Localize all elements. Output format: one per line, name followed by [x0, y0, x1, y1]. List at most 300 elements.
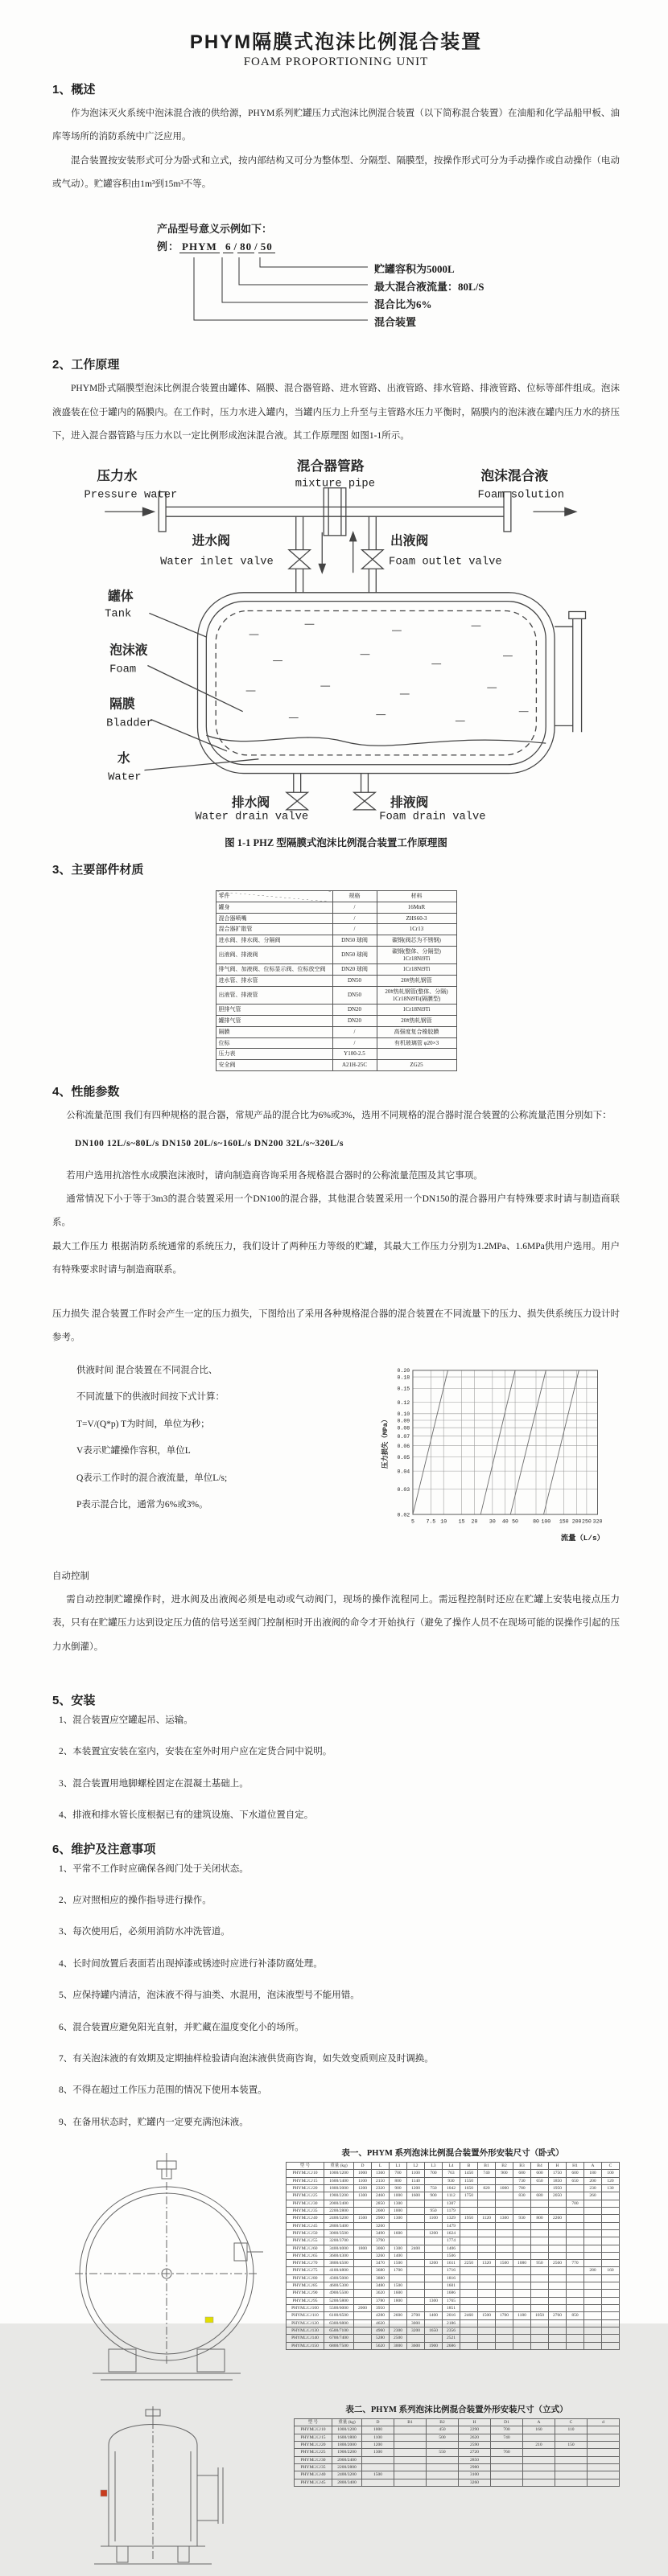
table-cell: 2590 [459, 2442, 491, 2449]
table-cell: 1601 [443, 2282, 460, 2290]
table-cell: 1500 [478, 2312, 496, 2319]
table-cell [496, 2282, 513, 2290]
table-cell [602, 2222, 620, 2229]
column-header: A [523, 2419, 555, 2426]
table-cell [513, 2207, 531, 2214]
table-cell [567, 2335, 584, 2342]
table-row [216, 1016, 456, 1027]
table-cell: 3000 [390, 2342, 407, 2349]
table-cell: 1200 [407, 2185, 425, 2192]
table-cell: 2400/3200 [332, 2471, 362, 2479]
table-row [216, 946, 456, 964]
table-cell: 6500/7100 [324, 2327, 354, 2334]
column-header: 重量 (kg) [332, 2419, 362, 2426]
table-cell: 750 [425, 2185, 443, 2192]
table-cell: 1800 [390, 2297, 407, 2304]
table-cell: 2400/3200 [324, 2215, 354, 2222]
label-bladder-en: Bladder [105, 717, 153, 730]
table-cell [584, 2200, 602, 2207]
column-header: B4 [531, 2163, 549, 2170]
model-example-prefix: 例： [157, 240, 180, 253]
maintenance-list [52, 1862, 620, 2130]
table-cell [407, 2282, 425, 2290]
table-cell [584, 2222, 602, 2229]
table-cell: DN50 球阀 [332, 935, 377, 947]
red-highlight-mark [101, 2490, 107, 2496]
table-cell [394, 2479, 427, 2486]
table-cell: 1200 [425, 2229, 443, 2237]
section-1-paragraph-1: 作为泡沫灭火系统中泡沫混合液的供给源，PHYM系列贮罐压力式泡沫比例混合装置（以下简称混合装置）在油船和化学品船甲板、油库等场所的消防系统中广泛应用。 [52, 109, 620, 142]
table-cell: 3800/4500 [324, 2260, 354, 2267]
table-cell: 280 [584, 2267, 602, 2274]
table-cell: 进水阀、排水阀、分隔阀 [216, 935, 332, 947]
table-cell: 1550 [460, 2177, 478, 2184]
table-cell: 120 [602, 2177, 620, 2184]
svg-text:20: 20 [471, 1518, 478, 1525]
label-water-en: Water [107, 771, 141, 784]
table-cell: 4300/5000 [324, 2274, 354, 2282]
table-cell: 600 [531, 2170, 549, 2177]
table-cell: 2850 [372, 2200, 390, 2207]
table-cell: 800 [531, 2215, 549, 2222]
table-cell: 1800/2000 [324, 2185, 354, 2192]
table-cell: 1300 [390, 2245, 407, 2252]
svg-text:0.20: 0.20 [397, 1367, 410, 1374]
table-cell [354, 2327, 372, 2334]
column-header: H1 [567, 2163, 584, 2170]
table-cell: 碳钢(阀芯为不锈钢) [377, 935, 456, 947]
table-cell: 3790 [372, 2237, 390, 2245]
table-cell [496, 2192, 513, 2200]
table-cell [496, 2290, 513, 2297]
table-row [295, 2449, 620, 2456]
table-cell [460, 2207, 478, 2214]
table-cell [549, 2274, 567, 2282]
table-cell [425, 2319, 443, 2327]
table-cell [427, 2463, 459, 2471]
table-cell [407, 2229, 425, 2237]
table-cell: 770 [567, 2260, 584, 2267]
table-cell: 200 [584, 2177, 602, 2184]
table-cell: 1850 [549, 2177, 567, 2184]
model-code-flow: 80 [237, 240, 254, 253]
table-cell: 2320 [372, 2185, 390, 2192]
table-cell [549, 2229, 567, 2237]
table-cell: 1400 [390, 2252, 407, 2259]
table-cell [390, 2222, 407, 2229]
label-water-cn: 水 [117, 751, 130, 766]
table-cell: 2250 [460, 2260, 478, 2267]
table-cell [523, 2456, 555, 2463]
table-cell: 3490 [372, 2229, 390, 2237]
column-header: L [372, 2163, 390, 2170]
table-cell: 1500 [496, 2260, 513, 2267]
table-cell: 碳钢(整体、分隔型) 1Cr18Ni9Ti [377, 946, 456, 964]
section-1-paragraph-2: 混合装置按安装形式可分为卧式和立式，按内部结构又可分为整体型、分隔型、隔膜型，按操作形式可分为手动操作或自动操作（电动或气动）。贮罐容积由1m³到15m³不等。 [52, 155, 620, 189]
flow-range-line: DN100 12L/s~80L/s DN150 20L/s~160L/s DN200 32L/s~320L/s [75, 1139, 344, 1149]
column-header: L3 [425, 2163, 443, 2170]
table-cell: 780 [513, 2185, 531, 2192]
table-cell [584, 2312, 602, 2319]
table-cell [602, 2290, 620, 2297]
nominal-flow-paragraph: 公称流量范围 我们有四种规格的混合器，常规产品的混合比为6%或3%，选用不同规格的混合器时混合装置的公称流量范围分别如下： [66, 1110, 612, 1120]
column-header: 型 号 [295, 2419, 332, 2426]
table-cell [407, 2267, 425, 2274]
table-cell [513, 2342, 531, 2349]
table-row [216, 913, 456, 924]
svg-text:0.12: 0.12 [397, 1399, 410, 1406]
svg-text:15: 15 [458, 1518, 465, 1525]
table-row [295, 2426, 620, 2434]
table-cell: 排气阀、加液阀、位标显示阀、位标放空阀 [216, 964, 332, 976]
table-cell [394, 2434, 427, 2441]
table-cell [549, 2319, 567, 2327]
svg-text:0.15: 0.15 [397, 1386, 410, 1392]
loss-curve-line-2 [480, 1370, 515, 1514]
label-foam-cn: 泡沫液 [109, 643, 147, 658]
table-cell: 3470 [372, 2260, 390, 2267]
table-cell: 1700 [390, 2267, 407, 2274]
table-cell [496, 2305, 513, 2312]
table-cell [513, 2282, 531, 2290]
table-cell: PHYM□/□/130 [287, 2327, 324, 2334]
table-cell [588, 2426, 620, 2434]
vertical-tank-drawing [52, 2403, 294, 2576]
table-cell: 3620 [372, 2290, 390, 2297]
column-header: L4 [443, 2163, 460, 2170]
loss-curve-line-1 [413, 1370, 448, 1514]
svg-text:0.18: 0.18 [397, 1374, 410, 1381]
column-header: H [549, 2163, 567, 2170]
label-water-inlet-valve-en: Water inlet valve [159, 556, 274, 569]
table-row [287, 2297, 620, 2304]
table-cell: 1624 [443, 2229, 460, 2237]
table-cell [549, 2252, 567, 2259]
table-cell: PHYM□/□/110 [287, 2312, 324, 2319]
table-cell: 1000/1200 [332, 2426, 362, 2434]
table-cell [354, 2335, 372, 2342]
table-cell [523, 2471, 555, 2479]
table-cell: A21H-25C [332, 1060, 377, 1071]
table-cell: 2600 [372, 2207, 390, 2214]
table-cell: 1400 [425, 2312, 443, 2319]
table-1-caption: 表一、PHYM 系列泡沫比例混合装置外形安装尺寸（卧式） [341, 2149, 564, 2159]
table-cell [555, 2456, 588, 2463]
table-cell [567, 2185, 584, 2192]
model-code-ratio: 6 [223, 240, 234, 253]
table-cell [584, 2335, 602, 2342]
table-cell [602, 2274, 620, 2282]
table-cell: 1300 [390, 2215, 407, 2222]
table-cell: 2200/2800 [332, 2463, 362, 2471]
table-cell: 740 [491, 2434, 523, 2441]
table-cell: 3680 [372, 2267, 390, 2274]
table-cell: 3060 [372, 2245, 390, 2252]
table-cell [478, 2200, 496, 2207]
table-cell: PHYM□/□/90 [287, 2290, 324, 2297]
table-cell [602, 2192, 620, 2200]
table-cell [602, 2312, 620, 2319]
table-cell [478, 2222, 496, 2229]
svg-text:200: 200 [571, 1518, 582, 1525]
table-cell [567, 2215, 584, 2222]
table-row [287, 2305, 620, 2312]
table-cell [425, 2177, 443, 2184]
table-cell [567, 2327, 584, 2334]
svg-text:100: 100 [541, 1518, 551, 1525]
table-cell [523, 2434, 555, 2441]
table-cell: 850 [567, 2312, 584, 2319]
table-cell [588, 2479, 620, 2486]
table-cell [602, 2335, 620, 2342]
table-cell [584, 2305, 602, 2312]
table-cell [496, 2335, 513, 2342]
table-cell: PHYM□/□/20 [295, 2442, 332, 2449]
table-cell: / [332, 913, 377, 924]
table-cell [513, 2319, 531, 2327]
table-cell [460, 2237, 478, 2245]
table-cell [513, 2200, 531, 2207]
column-header: H [459, 2419, 491, 2426]
table-cell: 900 [425, 2192, 443, 2200]
list-item: 2、应对照相应的操作指导进行操作。 [59, 1895, 212, 1905]
table-cell: 1500 [362, 2471, 394, 2479]
table-cell: 6800/7500 [324, 2342, 354, 2349]
list-item: 4、排液和排水管长度根据已有的建筑设施、下水道位置自定。 [59, 1810, 314, 1821]
table-cell: DN50 [332, 976, 377, 987]
table-row [216, 924, 456, 935]
column-header: D1 [491, 2419, 523, 2426]
working-principle-schematic [59, 456, 614, 824]
callout-leader-lines [52, 217, 620, 344]
table-cell [584, 2327, 602, 2334]
table-cell [584, 2290, 602, 2297]
table-cell [549, 2237, 567, 2245]
table-cell: 180 [584, 2170, 602, 2177]
table-cell [602, 2200, 620, 2207]
table-cell: 2760 [549, 2312, 567, 2319]
table-cell: PHYM□/□/100 [287, 2305, 324, 2312]
table-cell [407, 2290, 425, 2297]
pressure-loss-chart [378, 1363, 604, 1555]
table-cell: 3400/4000 [324, 2245, 354, 2252]
table-cell: PHYM□/□/40 [295, 2471, 332, 2479]
table-cell: 隔膜 [216, 1026, 332, 1037]
table-cell: PHYM□/□/30 [295, 2456, 332, 2463]
table-cell: 2700 [407, 2312, 425, 2319]
table-cell [354, 2252, 372, 2259]
table-cell [354, 2260, 372, 2267]
table-cell [478, 2274, 496, 2282]
table-cell: PHYM□/□/35 [295, 2463, 332, 2471]
table-cell [478, 2305, 496, 2312]
table-cell: 4960 [372, 2327, 390, 2334]
table-cell: 1112 [443, 2192, 460, 2200]
svg-text:320: 320 [592, 1518, 603, 1525]
table-cell: 1650 [425, 2327, 443, 2334]
vertical-dimensions-table [294, 2418, 620, 2487]
table-cell [496, 2327, 513, 2334]
table-cell [531, 2282, 549, 2290]
table-cell: 2150 [372, 2177, 390, 2184]
table-cell: 1600/1800 [332, 2434, 362, 2441]
table-row [287, 2192, 620, 2200]
table-cell [555, 2434, 588, 2441]
table-cell: PHYM□/□/25 [287, 2192, 324, 2200]
column-header: B2 [496, 2163, 513, 2170]
table-cell: 1120 [478, 2215, 496, 2222]
table-cell [496, 2237, 513, 2245]
table-cell [496, 2252, 513, 2259]
table-cell [354, 2319, 372, 2327]
table-cell: 1200 [362, 2442, 394, 2449]
table-cell [531, 2237, 549, 2245]
table-cell: / [332, 1037, 377, 1049]
table-cell [549, 2207, 567, 2214]
table-cell: 1100 [425, 2215, 443, 2222]
table-cell: 3000/3500 [324, 2229, 354, 2237]
svg-text:250: 250 [582, 1518, 592, 1525]
table-cell [478, 2267, 496, 2274]
table-cell [425, 2274, 443, 2282]
section-2-heading: 2、工作原理 [52, 358, 120, 372]
table-cell [588, 2456, 620, 2463]
table-row [216, 902, 456, 913]
table-cell: 出液阀、排液阀 [216, 946, 332, 964]
table-cell [513, 2290, 531, 2297]
table-cell: 1179 [443, 2207, 460, 2214]
materials-table [216, 890, 457, 1071]
list-item: V表示贮罐操作容积，单位L [76, 1446, 191, 1456]
horizontal-tank-drawing [52, 2147, 286, 2392]
table-cell [407, 2252, 425, 2259]
table-cell [425, 2200, 443, 2207]
table-cell: 600 [567, 2170, 584, 2177]
table-cell [602, 2342, 620, 2349]
table-cell [531, 2274, 549, 2282]
table-cell: 1686 [443, 2290, 460, 2297]
table-row [287, 2342, 620, 2349]
table-cell: 出液管、排液管 [216, 986, 332, 1005]
table-cell: 1329 [443, 2215, 460, 2222]
svg-text:30: 30 [489, 1518, 496, 1525]
table-cell: 4620 [372, 2319, 390, 2327]
list-item: 6、混合装置应避免阳光直射，并贮藏在温度变化小的场所。 [59, 2022, 304, 2032]
table-cell: 3950 [372, 2305, 390, 2312]
table-cell: PHYM□/□/65 [287, 2252, 324, 2259]
table-cell [602, 2305, 620, 2312]
table-cell [460, 2305, 478, 2312]
table-cell [354, 2200, 372, 2207]
table-cell [362, 2479, 394, 2486]
table-cell: 1300 [354, 2192, 372, 2200]
table-cell [460, 2282, 478, 2290]
table-2-caption: 表二、PHYM 系列泡沫比例混合装置外形安装尺寸（立式） [345, 2405, 568, 2415]
table-cell [425, 2290, 443, 2297]
table-cell [478, 2290, 496, 2297]
label-foam-outlet-valve-en: Foam outlet valve [388, 556, 502, 569]
table-cell [425, 2222, 443, 2229]
table-cell [549, 2290, 567, 2297]
table-row [216, 935, 456, 947]
table-cell [584, 2229, 602, 2237]
table-cell: 1Cr18Ni9Ti [377, 1005, 456, 1016]
column-header: A [584, 2163, 602, 2170]
table-cell [491, 2479, 523, 2486]
table-cell [567, 2207, 584, 2214]
section-6-heading: 6、维护及注意事项 [52, 1842, 156, 1856]
table-row [287, 2237, 620, 2245]
table-cell: 1180 [513, 2312, 531, 2319]
table-cell: PHYM□/□/55 [287, 2237, 324, 2245]
table-cell: 1Cr13 [377, 924, 456, 935]
column-header: 零件 [216, 891, 332, 902]
section-2-paragraph: PHYM卧式隔膜型泡沫比例混合装置由罐体、隔膜、混合器管路、进水管路、出液管路、排水管路、排液管路、位标等部件组成。泡沫液盛装在位于罐内的隔膜内。在工作时，压力水进入罐内，当罐内压力上升至与主管路水压力平衡时，隔膜内的泡沫液在罐内压力水的挤压下，进入混合器管路与压力水以一定比例形成泡沫混合液。其工作原理图 如图1-1所示。 [52, 384, 620, 441]
table-cell: 16MnR [377, 902, 456, 913]
table-cell [531, 2327, 549, 2334]
table-cell: 1500 [390, 2282, 407, 2290]
table-cell: 2800/3400 [324, 2222, 354, 2229]
table-cell: 2400 [407, 2245, 425, 2252]
list-item: 1、混合装置应空罐起吊、运输。 [59, 1715, 193, 1725]
table-cell [460, 2222, 478, 2229]
label-foam-solution-en: Foam solution [476, 489, 564, 502]
table-cell [407, 2297, 425, 2304]
svg-text:40: 40 [501, 1518, 509, 1525]
table-cell: 1200 [354, 2185, 372, 2192]
table-cell: PHYM□/□/45 [287, 2222, 324, 2229]
table-row [287, 2312, 620, 2319]
table-cell [531, 2229, 549, 2237]
table-cell: 2356 [443, 2327, 460, 2334]
table-row [287, 2252, 620, 2259]
table-cell [531, 2222, 549, 2229]
table-cell [584, 2274, 602, 2282]
table-cell: 进水管、排水管 [216, 976, 332, 987]
table-cell: 1700 [496, 2312, 513, 2319]
table-cell [523, 2463, 555, 2471]
table-row [216, 976, 456, 987]
table-cell: 763 [443, 2170, 460, 2177]
table-cell: PHYM□/□/85 [287, 2282, 324, 2290]
table-cell: / [332, 902, 377, 913]
table-cell [427, 2456, 459, 2463]
table-cell: PHYM□/□/30 [287, 2200, 324, 2207]
table-cell [513, 2274, 531, 2282]
table-cell [513, 2222, 531, 2229]
afff-note-paragraph: 若用户选用抗溶性水成膜泡沫液时，请向制造商咨询采用各规格混合器时的公称流量范围及其它事项。 [66, 1170, 483, 1181]
list-item: 1、平常不工作时应确保各阀门处于关闭状态。 [59, 1863, 249, 1874]
table-row [287, 2170, 620, 2177]
table-cell [407, 2260, 425, 2267]
table-cell: 2290 [459, 2426, 491, 2434]
column-header: 规格 [332, 891, 377, 902]
table-cell: 3200 [372, 2222, 390, 2229]
table-cell: 混合器扩散管 [216, 924, 332, 935]
table-cell: PHYM□/□/95 [287, 2297, 324, 2304]
list-item: 3、混合装置用地脚螺栓固定在混凝土基础上。 [59, 1778, 249, 1789]
table-cell [513, 2335, 531, 2342]
table-row [216, 986, 456, 1005]
list-item: 不同流量下的供液时间按下式计算： [76, 1392, 225, 1403]
table-cell: 6300/6800 [324, 2319, 354, 2327]
table-cell: 1300 [362, 2449, 394, 2456]
table-cell: 2521 [443, 2335, 460, 2342]
table-cell: 2720 [459, 2449, 491, 2456]
table-cell: 700 [567, 2200, 584, 2207]
table-cell [602, 2260, 620, 2267]
table-cell [491, 2463, 523, 2471]
